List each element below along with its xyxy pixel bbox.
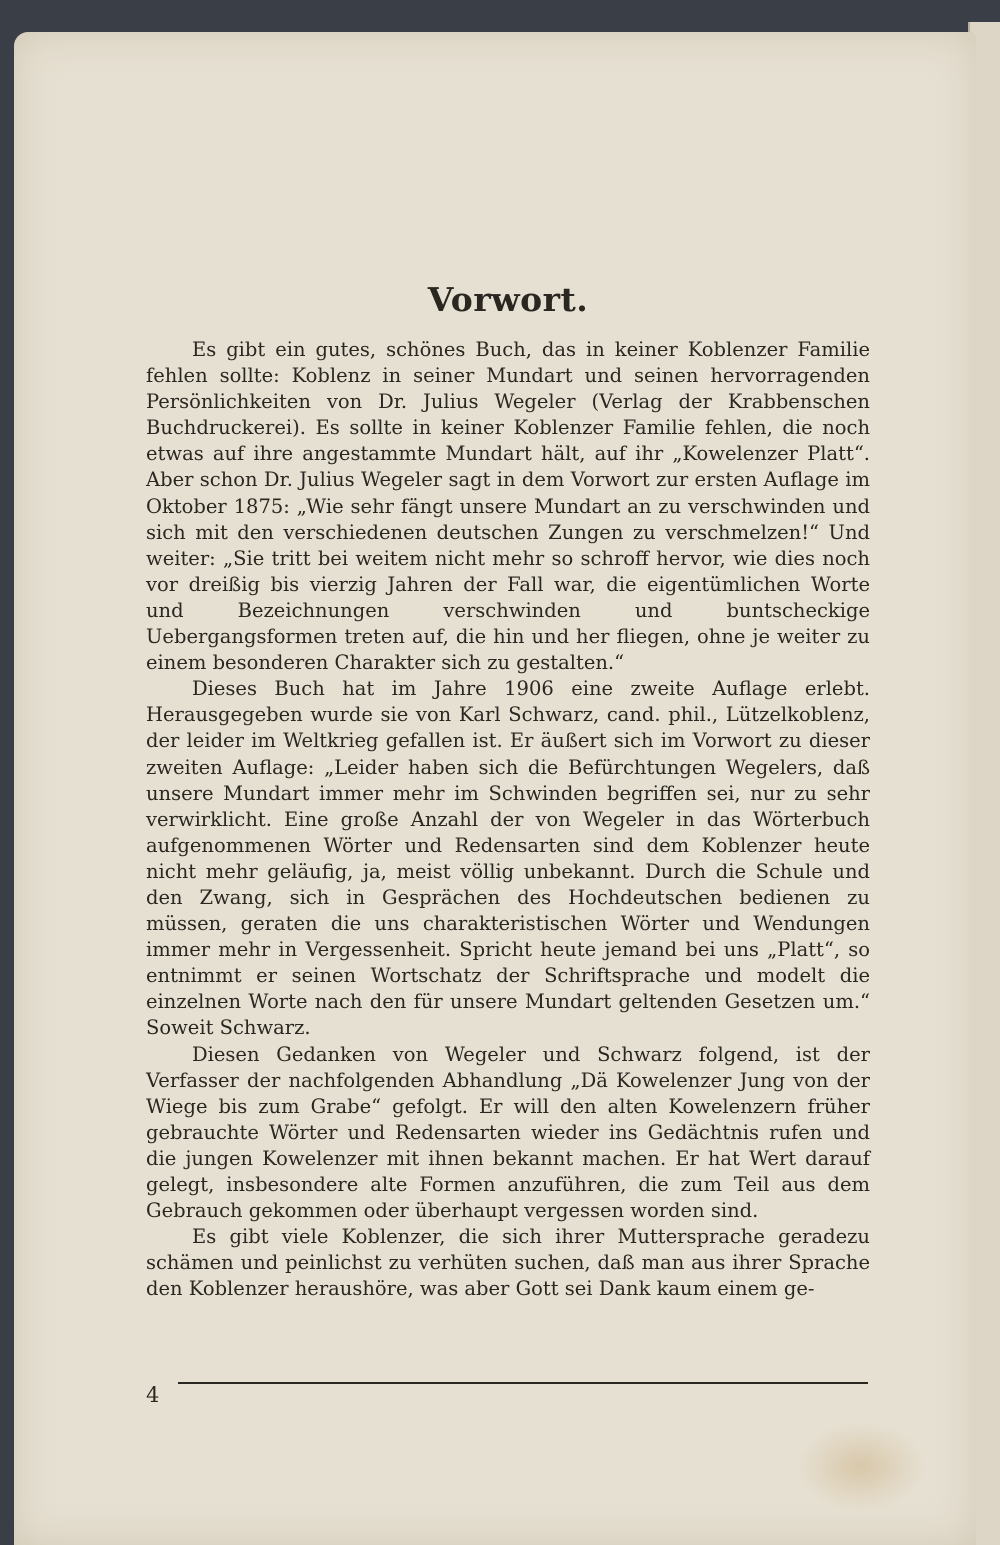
page-title: Vorwort. bbox=[427, 280, 589, 319]
paper-stain bbox=[796, 1422, 926, 1512]
paragraph-3: Diesen Gedanken von Wegeler und Schwarz folgend, ist der Verfasser der nachfolgenden Abhandlung „Dä Kowelenzer Jung von der Wiege bis zum Grabe“ gefolgt. Er will den alten Kowelenzern früher gebrauchte Wörter und Redensarten wieder ins Gedächtnis rufen und die jungen Kowelenzer mit ihnen bekannt machen. Er hat Wert darauf gelegt, insbesondere alte Formen anzuführen, die zum Teil aus dem Gebrauch gekommen oder überhaupt vergessen worden sind. bbox=[146, 1042, 870, 1223]
paragraph-2: Dieses Buch hat im Jahre 1906 eine zweite Auflage erlebt. Herausgegeben wurde sie von Karl Schwarz, cand. phil., Lützelkoblenz, der leider im Weltkrieg gefallen ist. Er äußert sich im Vorwort zu dieser zweiten Auflage: „Leider haben sich die Befürchtungen Wegelers, daß unsere Mundart immer mehr im Schwinden begriffen sei, nur zu sehr verwirklicht. Eine große Anzahl der von Wegeler in das Wörterbuch aufgenommenen Wörter und Redensarten sind dem Koblenzer heute nicht mehr geläufig, ja, meist völlig unbekannt. Durch die Schule und den Zwang, sich in Gesprächen des Hochdeutschen bedienen zu müssen, geraten die uns charakteristischen Wörter und Wendungen immer mehr in Vergessenheit. Spricht heute jemand bei uns „Platt“, so entnimmt er seinen Wortschatz der Schriftsprache und modelt die einzelnen Worte nach den für unsere Mundart geltenden Gesetzen um.“ Soweit Schwarz. bbox=[146, 677, 870, 1040]
paragraph-4: Es gibt viele Koblenzer, die sich ihrer Muttersprache geradezu schämen und peinlichst zu verhüten suchen, daß man aus ihrer Sprache den Koblenzer heraushöre, was aber Gott sei Dank kaum einem ge- bbox=[146, 1225, 870, 1301]
paragraph-1: Es gibt ein gutes, schönes Buch, das in keiner Koblenzer Familie fehlen sollte: Koblenz in seiner Mundart und seinen hervorragenden Persönlichkeiten von Dr. Julius Wegeler (Verlag der Krabbenschen Buchdruckerei). Es sollte in keiner Koblenzer Familie fehlen, die noch etwas auf ihre angestammte Mundart hält, auf ihr „Kowelenzer Platt“. Aber schon Dr. Julius Wegeler sagt in dem Vorwort zur ersten Auflage im Oktober 1875: „Wie sehr fängt unsere Mundart an zu verschwinden und sich mit den verschiedenen deutschen Zungen zu verschmelzen!“ Und weiter: „Sie tritt bei weitem nicht mehr so schroff hervor, wie dies noch vor dreißig bis vierzig Jahren der Fall war, die eigentümlichen Worte und Bezeichnungen verschwinden und buntscheckige Uebergangsformen treten auf, die hin und her fliegen, ohne je weiter zu einem besonderen Charakter sich zu gestalten.“ bbox=[146, 338, 870, 675]
page-number: 4 bbox=[146, 1383, 160, 1407]
footer-rule bbox=[178, 1382, 868, 1384]
page-content bbox=[146, 280, 870, 1302]
